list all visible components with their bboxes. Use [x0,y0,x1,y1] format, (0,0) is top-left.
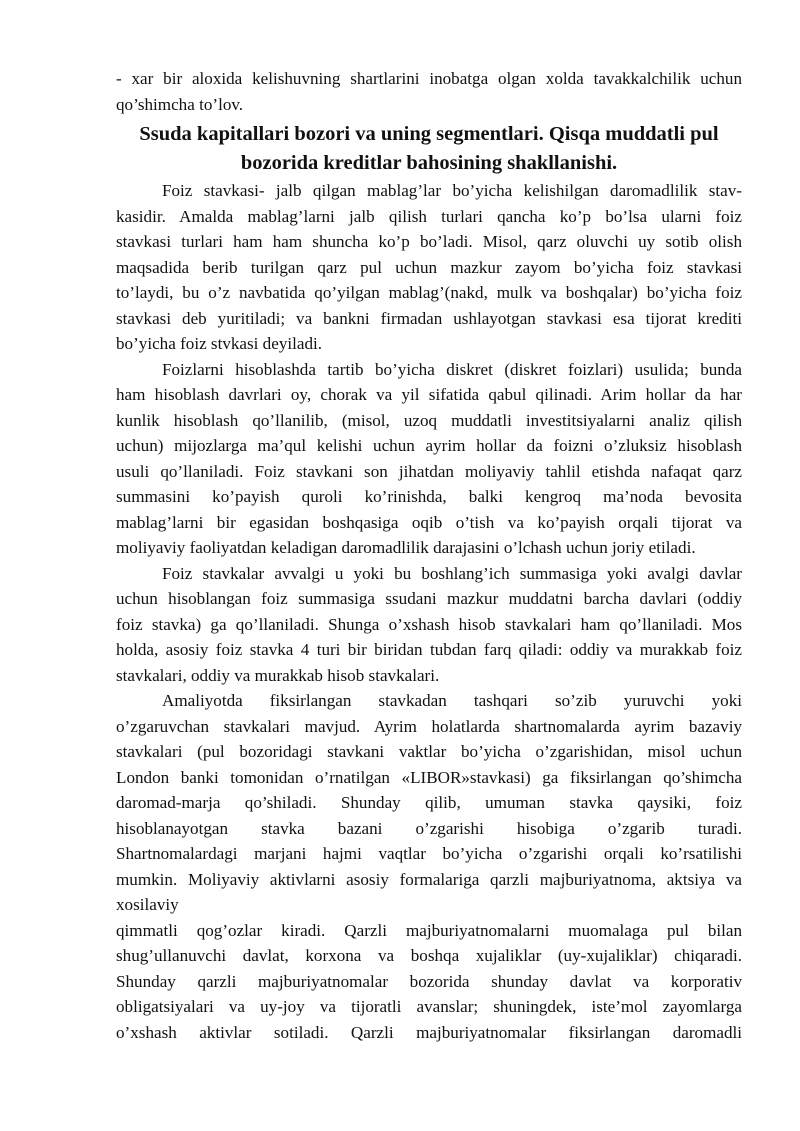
text-line: uchun) mijozlarga ma’qul kelishi uchun ayrim hollar da foizni o’zluksiz hisoblash [116,436,742,455]
document-page [116,66,742,1045]
paragraph-2 [116,357,742,561]
text-line: xosilaviy [116,895,179,914]
title-line: bozorida kreditlar bahosining shakllanishi. [240,152,618,174]
text-line: Shunday qarzli majburiyatnomalar bozorida shunday davlat va korporativ [116,971,742,991]
text-line: foiz stavka) ga qo’llaniladi. Shunga o’xshash hisob stavkalari ham qo’llaniladi. Mos [116,614,742,634]
text-line: stavkalari (pul bozoridagi stavkani vaktlar bo’yicha o’zgarishidan, misol uchun [116,742,742,761]
text-line: holda, asosiy foiz stavka 4 turi bir biridan tubdan farq qiladi: oddiy va murakkab foiz [116,640,742,659]
text-line: summasini ko’payish quroli ko’rinishda, balki kengroq ma’noda bevosita [116,487,742,506]
text-line: hisoblanayotgan stavka bazani o’zgarishi hisobiga o’zgarib turadi. [116,818,742,838]
text-line: stavkalari, oddiy va murakkab hisob stavkalari. [116,665,440,685]
text-line: London banki tomonidan o’rnatilgan «LIBOR»stavkasi) ga fiksirlangan qo’shimcha [116,767,742,787]
text-line: Foiz stavkasi- jalb qilgan mablag’lar bo’yicha kelishilgan daromadlilik stav- [162,181,742,200]
text-line: mablag’larni bir egasidan boshqasiga oqib o’tish va ko’payish orqali tijorat va [116,512,742,532]
text-line: usuli qo’llaniladi. Foiz stavkani son jihatdan moliyaviy tahlil etishda nafaqat qarz [116,461,742,481]
text-line: Foizlarni hisoblashda tartib bo’yicha diskret (diskret foizlari) usulida; bunda [162,359,742,379]
paragraph-1 [116,178,742,357]
text-line: daromad-marja qo’shiladi. Shunday qilib, umuman stavka qaysiki, foiz [116,793,742,812]
text-line: kunlik hisoblash qo’llanilib, (misol, uzoq muddatli investitsiyalarni analiz qilish [116,410,742,430]
text-line: kasidir. Amalda mablag’larni jalb qilish turlari qancha ko’p bo’lsa ularni foiz [116,206,742,226]
paragraph-3 [116,561,742,689]
text-line: Amaliyotda fiksirlangan stavkadan tashqari so’zib yuruvchi yoki [162,691,742,710]
text-line: o’zgaruvchan stavkalari mavjud. Ayrim holatlarda shartnomalarda ayrim bazaviy [116,716,742,736]
text-line: to’laydi, bu o’z navbatida qo’yilgan mablag’(nakd, mulk va boshqalar) bo’yicha foiz [116,283,742,302]
text-line: obligatsiyalari va uy-joy va tijoratli avanslar; shuningdek, iste’mol zayomlarga [116,997,742,1016]
text-line: mumkin. Moliyaviy aktivlarni asosiy formalariga qarzli majburiyatnoma, aktsiya va [116,869,742,889]
text-line: moliyaviy faoliyatdan keladigan daromadlilik darajasini o’lchash uchun joriy etiladi. [116,538,696,557]
paragraph-5 [116,918,742,1046]
text-line: stavkasi turlari ham ham shuncha ko’p bo’ladi. Misol, qarz oluvchi uy sotib olish [116,232,742,251]
text-line: o’xshash aktivlar sotiladi. Qarzli majburiyatnomalar fiksirlangan daromadli [116,1022,742,1042]
paragraph-4 [116,688,742,918]
text-line: Shartnomalardagi marjani hajmi vaqtlar bo’yicha o’zgarishi orqali ko’rsatilishi [116,844,742,863]
text-line: stavkasi deb yuritiladi; va bankni firmadan ushlayotgan stavkasi esa tijorat krediti [116,308,742,328]
text-line: qo’shimcha to’lov. [116,94,244,114]
text-line: ham hisoblash davrlari oy, chorak va yil sifatida qabul qilinadi. Arim hollar da har [116,385,742,404]
text-line: - xar bir aloxida kelishuvning shartlarini inobatga olgan xolda tavakkalchilik uchun [116,69,742,88]
section-title [116,120,742,178]
title-line: Ssuda kapitallari bozori va uning segmentlari. Qisqa muddatli pul [139,123,719,145]
intro-paragraph [116,66,742,117]
text-line: shug’ullanuvchi davlat, korxona va boshqa xujaliklar (uy-xujaliklar) chiqaradi. [116,946,742,965]
text-line: Foiz stavkalar avvalgi u yoki bu boshlang’ich summasiga yoki avalgi davlar [162,563,742,583]
text-line: qimmatli qog’ozlar kiradi. Qarzli majburiyatnomalarni muomalaga pul bilan [116,920,742,940]
text-line: maqsadida berib turilgan qarz pul uchun mazkur zayom bo’yicha foiz stavkasi [116,257,742,277]
text-line: bo’yicha foiz stvkasi deyiladi. [116,334,323,353]
text-line: uchun hisoblangan foiz summasiga ssudani mazkur muddatni barcha davlari (oddiy [116,589,742,608]
